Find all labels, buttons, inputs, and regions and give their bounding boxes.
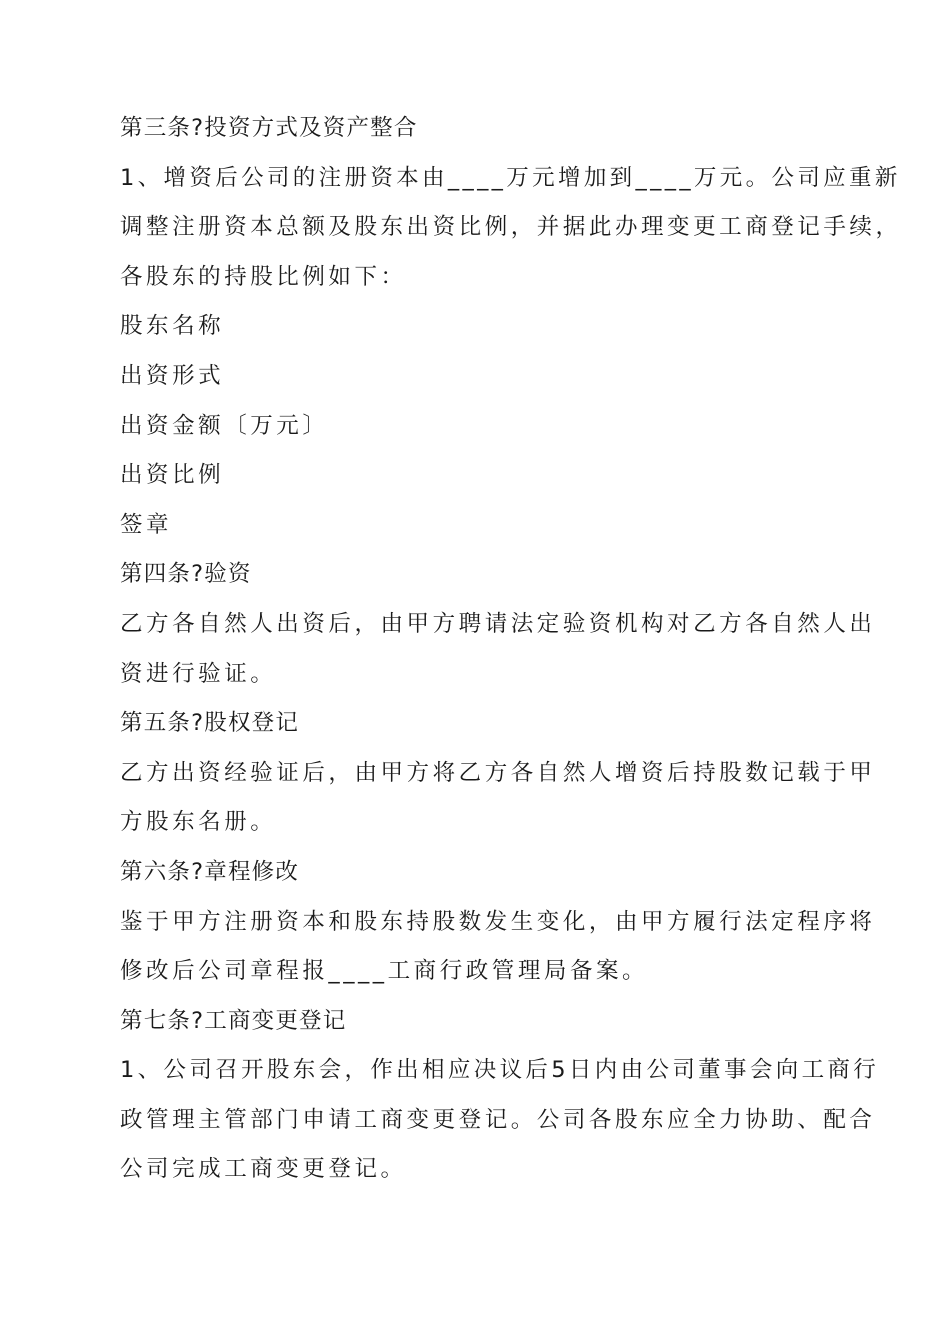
paragraph-line: 1、公司召开股东会，作出相应决议后5日内由公司董事会向工商行 [120, 1057, 880, 1084]
paragraph-line: 资进行验证。 [120, 660, 277, 687]
paragraph-line: 1、增资后公司的注册资本由____万元增加到____万元。公司应重新 [120, 164, 901, 191]
article-6-heading: 第六条?章程修改 [120, 858, 300, 885]
paragraph-line: 鉴于甲方注册资本和股东持股数发生变化，由甲方履行法定程序将 [120, 908, 876, 935]
article-3-heading: 第三条?投资方式及资产整合 [120, 115, 418, 141]
article-7-heading: 第七条?工商变更登记 [120, 1007, 347, 1034]
article-5-heading: 第五条?股权登记 [120, 710, 300, 737]
signature-label: 签章 [120, 511, 173, 538]
contribution-amount-label: 出资金额〔万元〕 [120, 412, 329, 439]
shareholder-name-label: 股东名称 [120, 313, 225, 340]
paragraph-line: 调整注册资本总额及股东出资比例，并据此办理变更工商登记手续， [120, 214, 902, 241]
contribution-form-label: 出资形式 [120, 362, 225, 389]
article-4-heading: 第四条?验资 [120, 561, 252, 588]
paragraph-line: 政管理主管部门申请工商变更登记。公司各股东应全力协助、配合 [120, 1106, 876, 1133]
paragraph-line: 各股东的持股比例如下： [120, 263, 407, 290]
document-body [120, 104, 902, 1195]
contribution-ratio-label: 出资比例 [120, 462, 225, 489]
paragraph-line: 乙方各自然人出资后，由甲方聘请法定验资机构对乙方各自然人出 [120, 610, 876, 637]
paragraph-line: 方股东名册。 [120, 809, 277, 836]
paragraph-line: 乙方出资经验证后，由甲方将乙方各自然人增资后持股数记载于甲 [120, 759, 876, 786]
paragraph-line: 公司完成工商变更登记。 [120, 1156, 407, 1183]
paragraph-line: 修改后公司章程报____工商行政管理局备案。 [120, 958, 649, 985]
